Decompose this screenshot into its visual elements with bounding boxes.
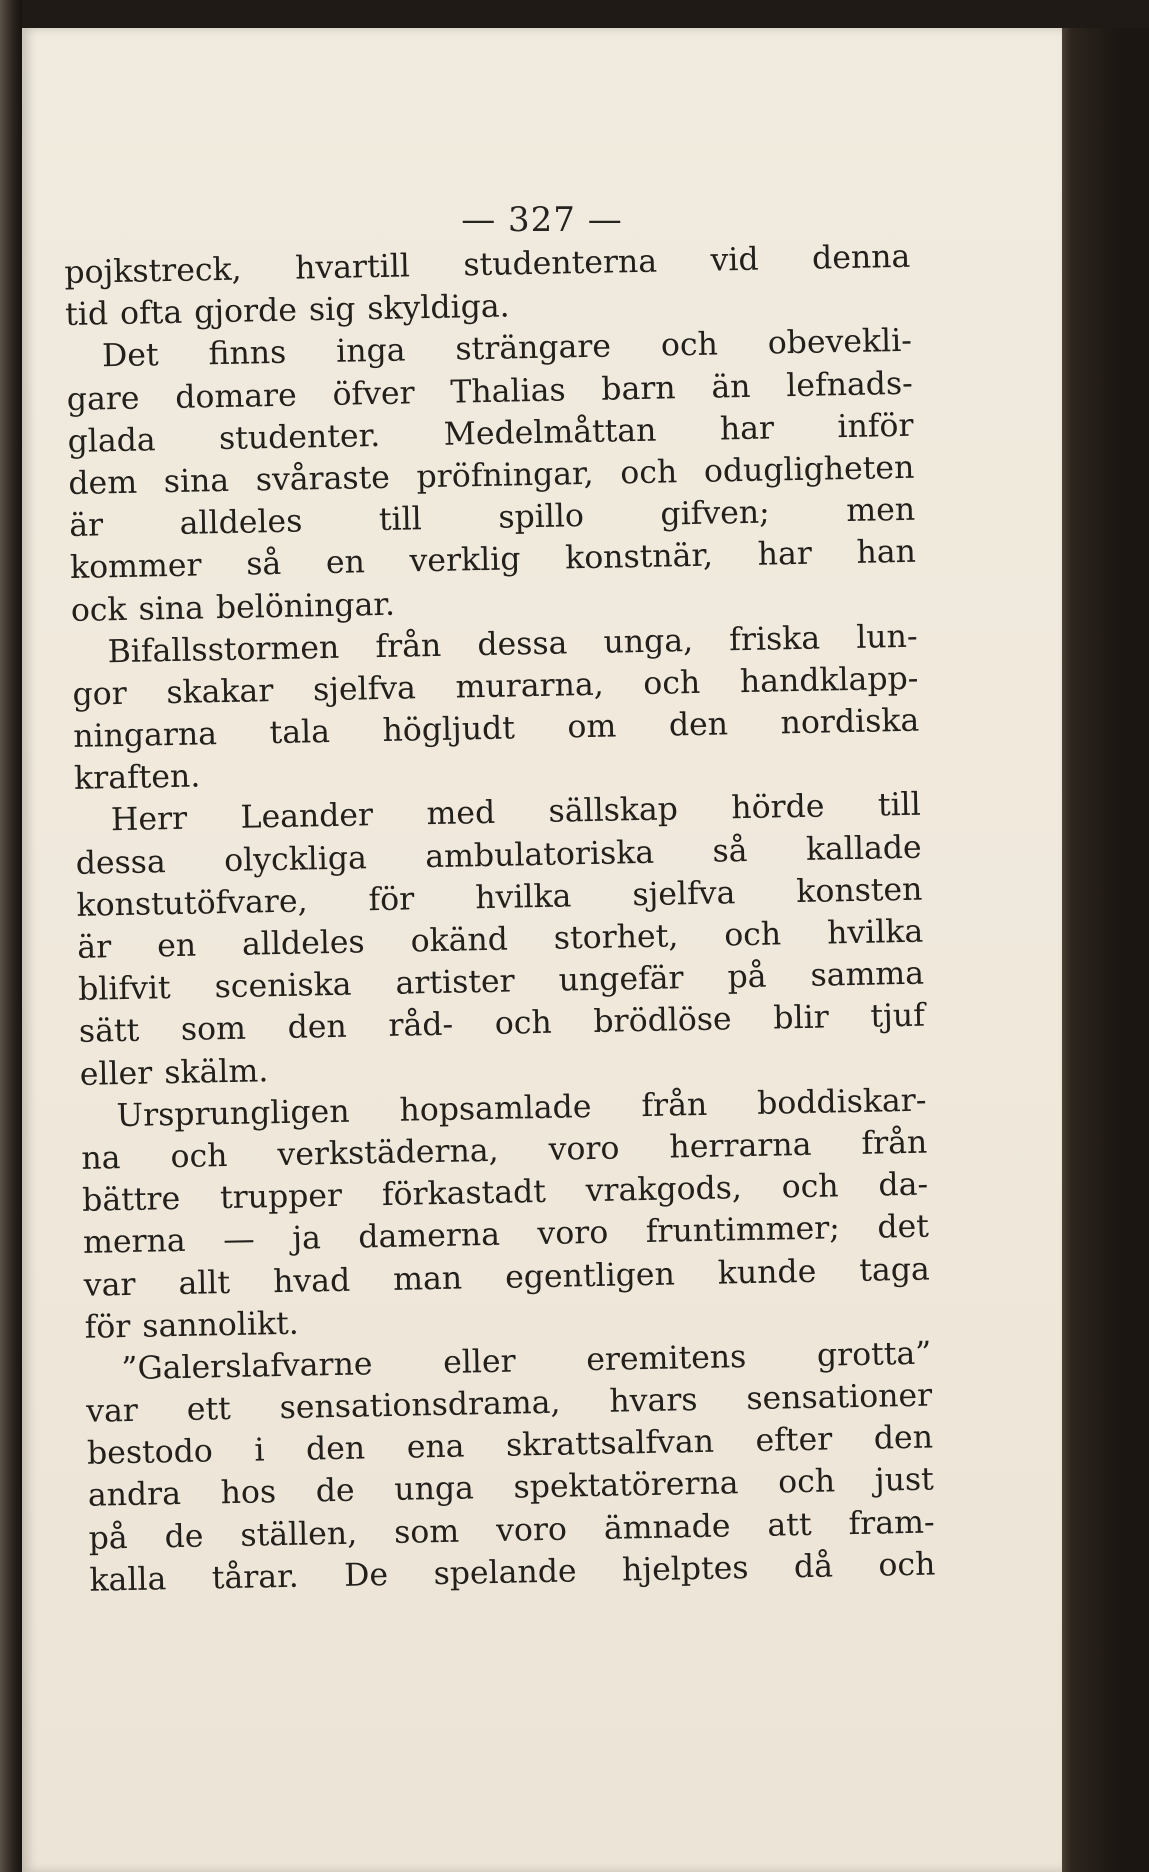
text-line: glada studenter. Medelmåttan har inför [67,407,914,460]
text-line: var allt hvad man egentligen kunde taga [83,1251,931,1304]
text-line: andra hos de unga spektatörerna och just [87,1461,935,1515]
text-line: eller skälm. [79,1052,269,1093]
text-line: var ett sensationsdrama, hvars sensationer [85,1377,933,1430]
text-line: är alldeles till spillo gifven; men [68,491,916,545]
text-line: na och verkstäderna, voro herrarna från [81,1124,928,1177]
text-line: gor skakar sjelfva murarna, och handklapp- [72,660,919,713]
text-line: kraften. [73,758,201,798]
text-line: kommer så en verklig konstnär, har han [69,534,917,587]
text-line: dessa olyckliga ambulatoriska så kallade [75,829,922,882]
text-line: ”Galerslafvarne eller eremitens grotta” [121,1335,932,1387]
text-line: blifvit sceniska artister ungefär på samma [77,955,925,1009]
text-line: dem sina svåraste pröfningar, och odugligheten [68,449,915,502]
text-line: konstutöfvare, för hvilka sjelfva konsten [76,871,923,924]
left-binding-edge [0,0,22,1872]
page-number: — 327 — [461,200,623,240]
text-line: gare domare öfver Thalias barn än lefnads- [66,365,914,418]
text-line: bättre trupper förkastadt vrakgods, och da- [81,1166,929,1219]
right-page-edge [1062,28,1149,1872]
text-line: är en alldeles okänd storhet, och hvilka [77,913,924,966]
text-line: Bifallsstormen från dessa unga, friska lun- [107,618,918,670]
text-line: tid ofta gjorde sig skyldiga. [64,288,510,334]
text-line: Herr Leander med sällskap hörde till [110,787,922,839]
text-line: sätt som den råd- och brödlöse blir tjuf [78,997,926,1051]
text-line: ningarna tala högljudt om den nordiska [72,702,920,755]
text-line: för sannolikt. [84,1305,300,1346]
text-line: Ursprungligen hopsamlade från boddiskar- [116,1082,927,1134]
text-line: ock sina belöningar. [70,586,396,629]
text-line: Det finns inga strängare och obevekli- [101,323,913,375]
body-text [64,236,936,1602]
text-line: kalla tårar. De spelande hjelptes då och [89,1546,936,1599]
text-line: merna — ja damerna voro fruntimmer; det [82,1208,930,1262]
text-line: pojkstreck, hvartill studenterna vid denna [64,238,911,291]
text-line: på de ställen, som voro ämnade att fram- [88,1504,935,1557]
page-sheet [22,28,1062,1872]
text-line: bestodo i den ena skrattsalfvan efter den [86,1419,934,1473]
